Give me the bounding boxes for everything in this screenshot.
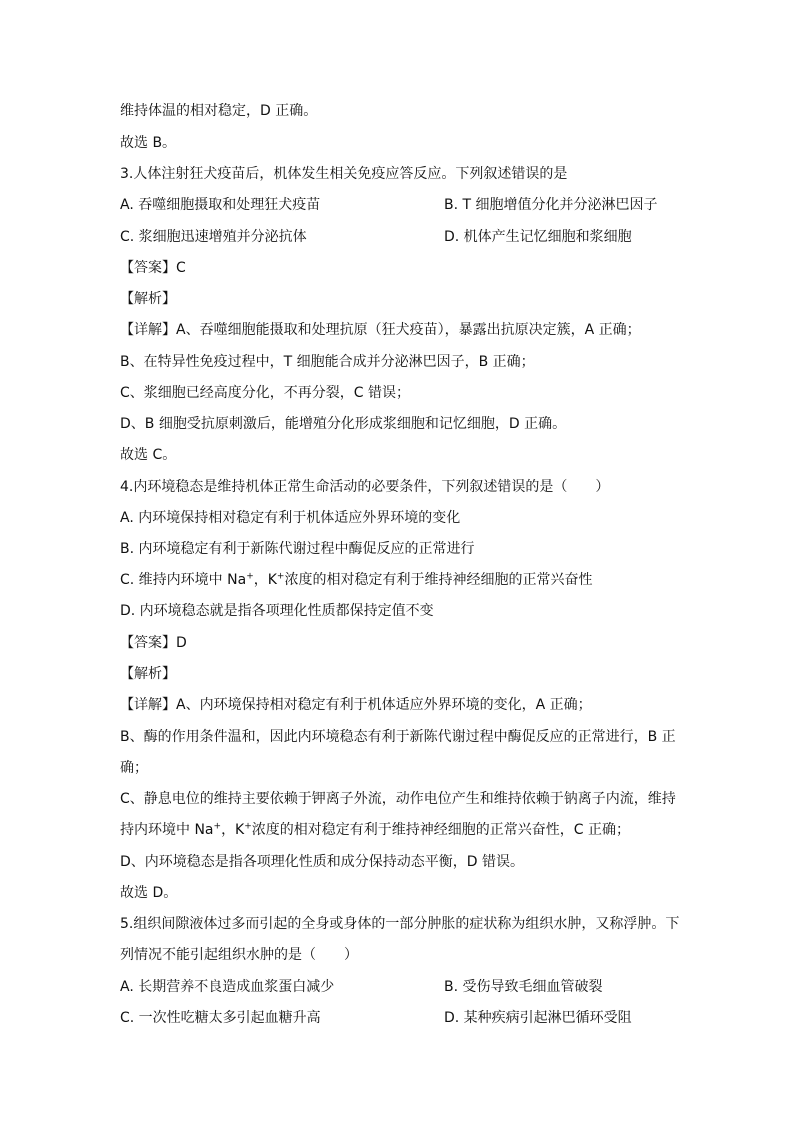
q4-c-text-3: 浓度的相对稳定有利于维持神经细胞的正常兴奋性 [284, 572, 593, 588]
q3-answer: 【答案】C [120, 260, 186, 276]
q4-choice: 故选 D。 [120, 885, 178, 901]
q4-c-text-2: ，K [253, 572, 277, 588]
q4-detail-4: D、内环境稳态是指各项理化性质和成分保持动态平衡，D 错误。 [120, 854, 525, 870]
k-superscript: + [276, 571, 285, 582]
question-3-stem: 3.人体注射狂犬疫苗后，机体发生相关免疫应答反应。下列叙述错误的是 [120, 166, 568, 182]
na-superscript: + [246, 571, 254, 582]
q4-detail-1: 【详解】A、内环境保持相对稳定有利于机体适应外界环境的变化，A 正确； [120, 697, 592, 713]
question-5-stem-2: 列情况不能引起组织水肿的是（ ） [120, 947, 358, 963]
choice-line: 故选 B。 [120, 135, 177, 151]
q4-option-c [120, 570, 592, 590]
q4-detail-2: B、酶的作用条件温和，因此内环境稳态有利于新陈代谢过程中酶促反应的正常进行，B 正 [120, 729, 676, 745]
q3-choice: 故选 C。 [120, 447, 177, 463]
q4-d3-text-1: 持内环境中 Na [120, 822, 214, 838]
q5-option-a: A. 长期营养不良造成血浆蛋白减少 [120, 979, 335, 995]
q3-option-a: A. 吞噬细胞摄取和处理狂犬疫苗 [120, 197, 321, 213]
q4-option-a: A. 内环境保持相对稳定有利于机体适应外界环境的变化 [120, 510, 461, 526]
na-superscript: + [213, 821, 222, 832]
q3-detail-3: C、浆细胞已经高度分化，不再分裂，C 错误； [120, 385, 410, 401]
q4-d3-text-2: ，K [221, 822, 245, 838]
q3-option-b: B. T 细胞增值分化并分泌淋巴因子 [444, 197, 658, 213]
q4-d3-text-3: 浓度的相对稳定有利于维持神经细胞的正常兴奋性，C 正确； [251, 822, 631, 838]
q4-c-text-1: C. 维持内环境中 Na [120, 572, 247, 588]
q4-analysis-heading: 【解析】 [120, 666, 176, 682]
q4-detail-3-cont [120, 820, 630, 840]
q5-option-b: B. 受伤导致毛细血管破裂 [444, 979, 603, 995]
k-superscript: + [244, 821, 252, 832]
q3-option-c: C. 浆细胞迅速增殖并分泌抗体 [120, 229, 307, 245]
q4-option-b: B. 内环境稳定有利于新陈代谢过程中酶促反应的正常进行 [120, 541, 475, 557]
q3-analysis-heading: 【解析】 [120, 291, 176, 307]
q3-detail-2: B、在特异性免疫过程中，T 细胞能合成并分泌淋巴因子，B 正确； [120, 354, 535, 370]
q4-detail-2-cont: 确； [120, 760, 148, 776]
question-5-stem-1: 5.组织间隙液体过多而引起的全身或身体的一部分肿胀的症状称为组织水肿，又称浮肿。下 [120, 916, 680, 932]
q5-option-d: D. 某种疾病引起淋巴循环受阻 [444, 1010, 632, 1026]
q3-detail-4: D、B 细胞受抗原刺激后，能增殖分化形成浆细胞和记忆细胞，D 正确。 [120, 416, 567, 432]
question-4-stem: 4.内环境稳态是维持机体正常生命活动的必要条件，下列叙述错误的是（ ） [120, 479, 610, 495]
q3-option-d: D. 机体产生记忆细胞和浆细胞 [444, 229, 632, 245]
q4-detail-3: C、静息电位的维持主要依赖于钾离子外流，动作电位产生和维持依赖于钠离子内流，维持 [120, 791, 676, 807]
q4-answer: 【答案】D [120, 635, 187, 651]
q5-option-c: C. 一次性吃糖太多引起血糖升高 [120, 1010, 321, 1026]
text-line: 维持体温的相对稳定，D 正确。 [120, 103, 318, 119]
q3-detail-1: 【详解】A、吞噬细胞能摄取和处理抗原（狂犬疫苗），暴露出抗原决定簇，A 正确； [120, 322, 641, 338]
q4-option-d: D. 内环境稳态就是指各项理化性质都保持定值不变 [120, 603, 434, 619]
